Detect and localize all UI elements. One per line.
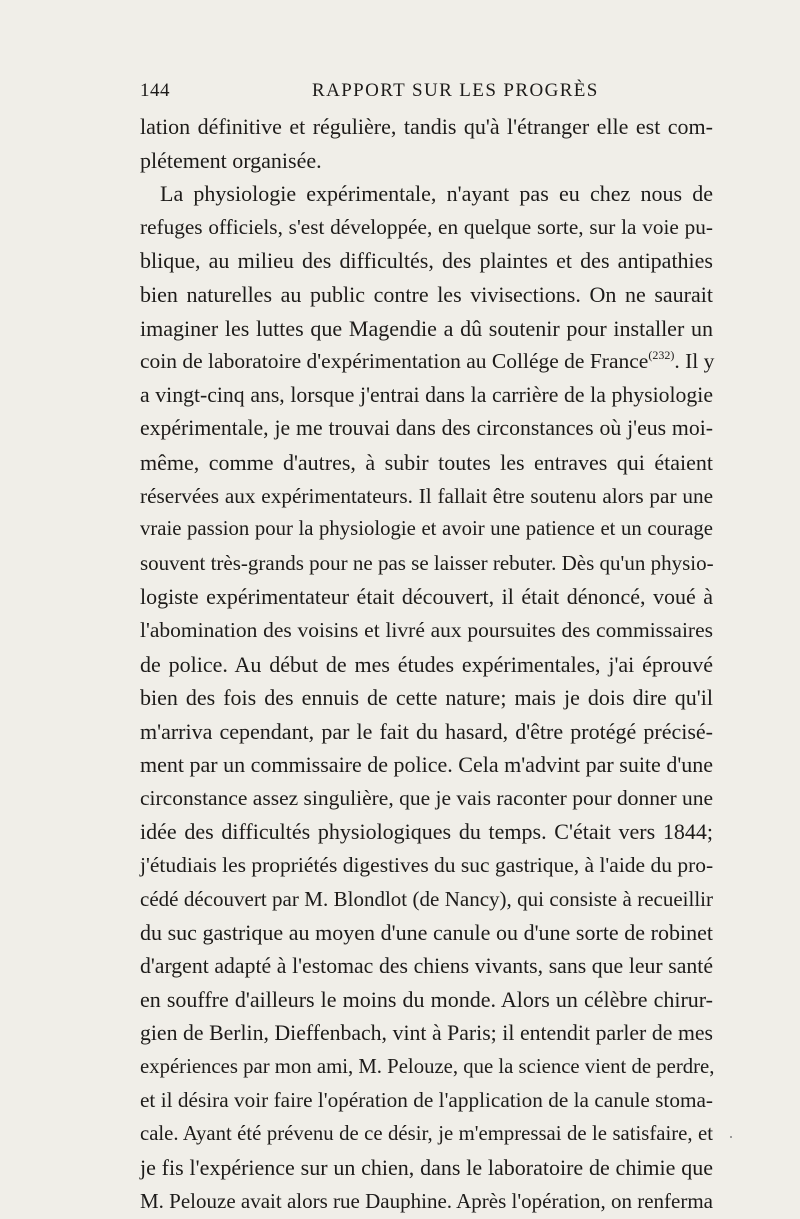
- text-line-content: ment par un commissaire de police. Cela m'advint par suite d'une: [140, 752, 714, 778]
- text-line: [140, 883, 713, 917]
- text-line-content: logiste expérimentateur était découvert, il était dénoncé, voué à: [140, 584, 713, 610]
- text-line: [140, 412, 713, 446]
- body-text: [140, 110, 713, 1219]
- text-line: [140, 614, 713, 648]
- text-line-content: lation définitive et régulière, tandis qu'à l'étranger elle est com-: [140, 114, 713, 139]
- text-line-content: en souffre d'ailleurs le moins du monde. Alors un célèbre chirur-: [140, 987, 713, 1013]
- text-line-content: coin de laboratoire d'expérimentation au Collége de France: [140, 349, 649, 374]
- text-line: [140, 211, 713, 245]
- text-line-content: circonstance assez singulière, que je vais raconter pour donner une: [140, 785, 714, 810]
- text-line: [140, 480, 713, 514]
- text-line-content: du suc gastrique au moyen d'une canule ou d'une sorte de robinet: [140, 920, 713, 946]
- text-line: [140, 580, 713, 614]
- text-line-content: blique, au milieu des difficultés, des plaintes et des antipathies: [140, 248, 713, 274]
- text-line-content: je fis l'expérience sur un chien, dans le laboratoire de chimie que: [140, 1155, 713, 1181]
- text-line: [140, 782, 713, 816]
- text-line: [140, 815, 713, 849]
- text-line-content: réservées aux expérimentateurs. Il fallait être soutenu alors par une: [140, 483, 713, 508]
- text-line-continuation: . Il y: [674, 349, 715, 374]
- text-line: [140, 715, 713, 749]
- text-line: [140, 144, 713, 178]
- text-line: [140, 1051, 713, 1085]
- text-line-content: bien des fois des ennuis de cette nature; mais je dois dire qu'il: [140, 685, 713, 711]
- text-line-content: M. Pelouze avait alors rue Dauphine. Après l'opération, on renferma: [140, 1189, 713, 1213]
- text-line: [140, 1185, 713, 1219]
- text-line-content: de police. Au début de mes études expérimentales, j'ai éprouvé: [140, 651, 713, 677]
- text-line: [140, 983, 713, 1017]
- text-line-content: bien naturelles au public contre les vivisections. On ne saurait: [140, 281, 713, 307]
- text-line-content: La physiologie expérimentale, n'ayant pas eu chez nous de: [160, 181, 713, 207]
- text-line: [140, 345, 713, 379]
- text-line: [140, 748, 713, 782]
- text-line-content: j'étudiais les propriétés digestives du suc gastrique, à l'aide du pro-: [140, 853, 714, 878]
- running-header: [140, 80, 700, 106]
- text-line: [140, 681, 713, 715]
- text-line-content: refuges officiels, s'est développée, en quelque sorte, sur la voie pu-: [140, 214, 713, 239]
- text-line-content: l'abomination des voisins et livré aux poursuites des commissaires: [140, 617, 713, 642]
- text-line: [140, 278, 713, 312]
- text-line-content: même, comme d'autres, à subir toutes les entraves qui étaient: [140, 449, 713, 475]
- text-line: [140, 648, 713, 682]
- text-line: [140, 446, 713, 480]
- text-line-content: idée des difficultés physiologiques du temps. C'était vers 1844;: [140, 819, 713, 845]
- text-line-content: gien de Berlin, Dieffenbach, vint à Paris; il entendit parler de mes: [140, 1021, 713, 1046]
- text-line: [140, 950, 713, 984]
- text-line: [140, 379, 713, 413]
- text-line-content: et il désira voir faire l'opération de l'application de la canule stoma-: [140, 1088, 713, 1113]
- text-line-content: d'argent adapté à l'estomac des chiens vivants, sans que leur santé: [140, 953, 713, 978]
- text-line-content: expériences par mon ami, M. Pelouze, que la science vient de perdre,: [140, 1055, 715, 1078]
- text-line-content: cédé découvert par M. Blondlot (de Nancy), qui consiste à recueillir: [140, 886, 713, 911]
- text-line: [140, 513, 713, 547]
- text-line-content: a vingt-cinq ans, lorsque j'entrai dans la carrière de la physiologie: [140, 382, 713, 407]
- page-number: 144: [140, 80, 170, 101]
- text-line: [140, 1118, 713, 1152]
- paper-speck: [730, 1136, 732, 1138]
- footnote-reference: (232): [648, 348, 675, 363]
- text-line: [140, 1084, 713, 1118]
- running-title: RAPPORT SUR LES PROGRÈS: [312, 80, 599, 101]
- text-line: [140, 849, 713, 883]
- text-line: [140, 916, 713, 950]
- text-line-content: souvent très-grands pour ne pas se laisser rebuter. Dès qu'un physio-: [140, 550, 714, 575]
- text-line: [140, 110, 713, 144]
- text-line: [140, 1151, 713, 1185]
- text-line-content: vraie passion pour la physiologie et avoir une patience et un courage: [140, 518, 713, 541]
- text-line-content: plétement organisée.: [140, 147, 322, 173]
- text-line: [140, 547, 713, 581]
- text-line-content: expérimentale, je me trouvai dans des circonstances où j'eus moi-: [140, 416, 713, 441]
- text-line-content: m'arriva cependant, par le fait du hasard, d'être protégé précisé-: [140, 718, 713, 744]
- text-line-content: imaginer les luttes que Magendie a dû soutenir pour installer un: [140, 315, 713, 341]
- text-line-content: cale. Ayant été prévenu de ce désir, je m'empressai de le satisfaire, et: [140, 1122, 713, 1145]
- text-line: [140, 312, 713, 346]
- text-line: [140, 1017, 713, 1051]
- text-line: [140, 244, 713, 278]
- text-line: [140, 177, 713, 211]
